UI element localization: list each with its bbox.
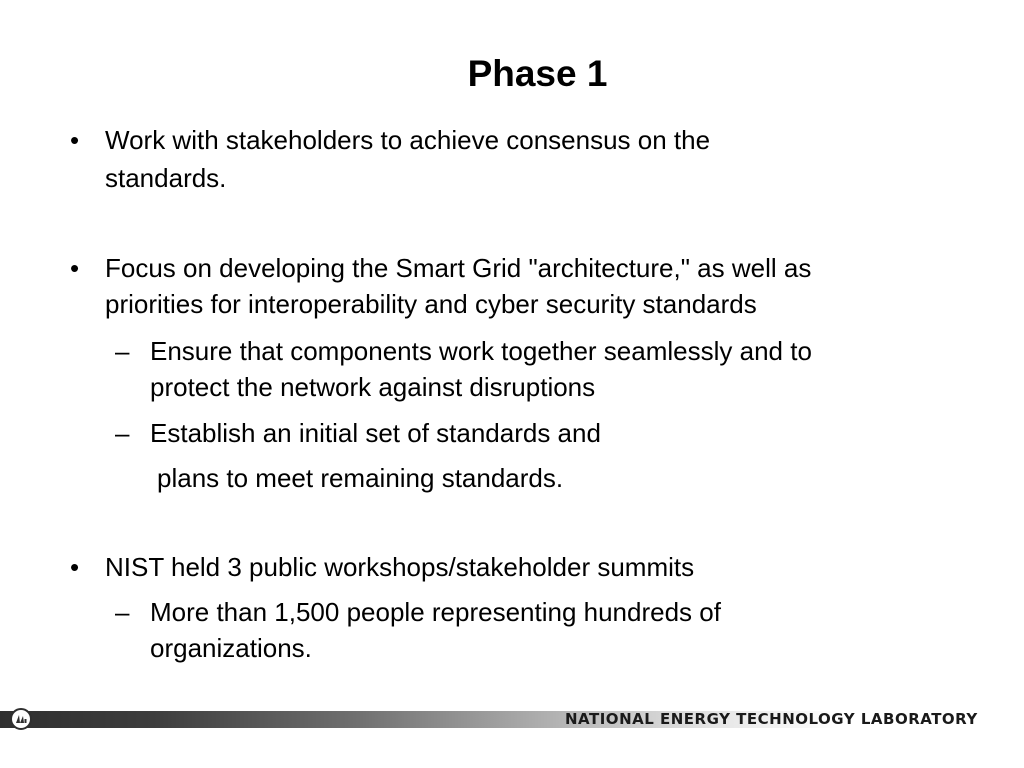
doe-logo-icon [10, 708, 32, 730]
sub-bullet-marker: – [115, 418, 130, 448]
bullet-text-line: priorities for interoperability and cyber security standards [105, 289, 757, 319]
bullet-text-line: Work with stakeholders to achieve consensus on the [105, 125, 711, 155]
lab-name-logotype: NATIONAL ENERGY TECHNOLOGY LABORATORY [565, 710, 978, 728]
sub-bullet-text-line: Ensure that components work together seamlessly and to [150, 336, 812, 366]
bullet-text-line: standards. [105, 163, 227, 193]
sub-bullet-text-line: protect the network against disruptions [150, 372, 596, 402]
sub-bullet-text-line: plans to meet remaining standards. [157, 463, 564, 493]
bullet-text-line: Focus on developing the Smart Grid "architecture," as well as [105, 253, 812, 283]
sub-bullet-text-line: organizations. [150, 633, 312, 663]
bullet-text-line: NIST held 3 public workshops/stakeholder summits [105, 552, 695, 582]
sub-bullet-marker: – [115, 597, 130, 627]
slide-title: Phase 1 [467, 53, 608, 94]
sub-bullet-text-line: Establish an initial set of standards and [150, 418, 601, 448]
bullet-marker: • [70, 552, 80, 582]
bullet-marker: • [70, 125, 80, 155]
bullet-marker: • [70, 253, 80, 283]
doe-logo-glyph [15, 714, 27, 724]
sub-bullet-text-line: More than 1,500 people representing hundreds of [150, 597, 721, 627]
sub-bullet-marker: – [115, 336, 130, 366]
